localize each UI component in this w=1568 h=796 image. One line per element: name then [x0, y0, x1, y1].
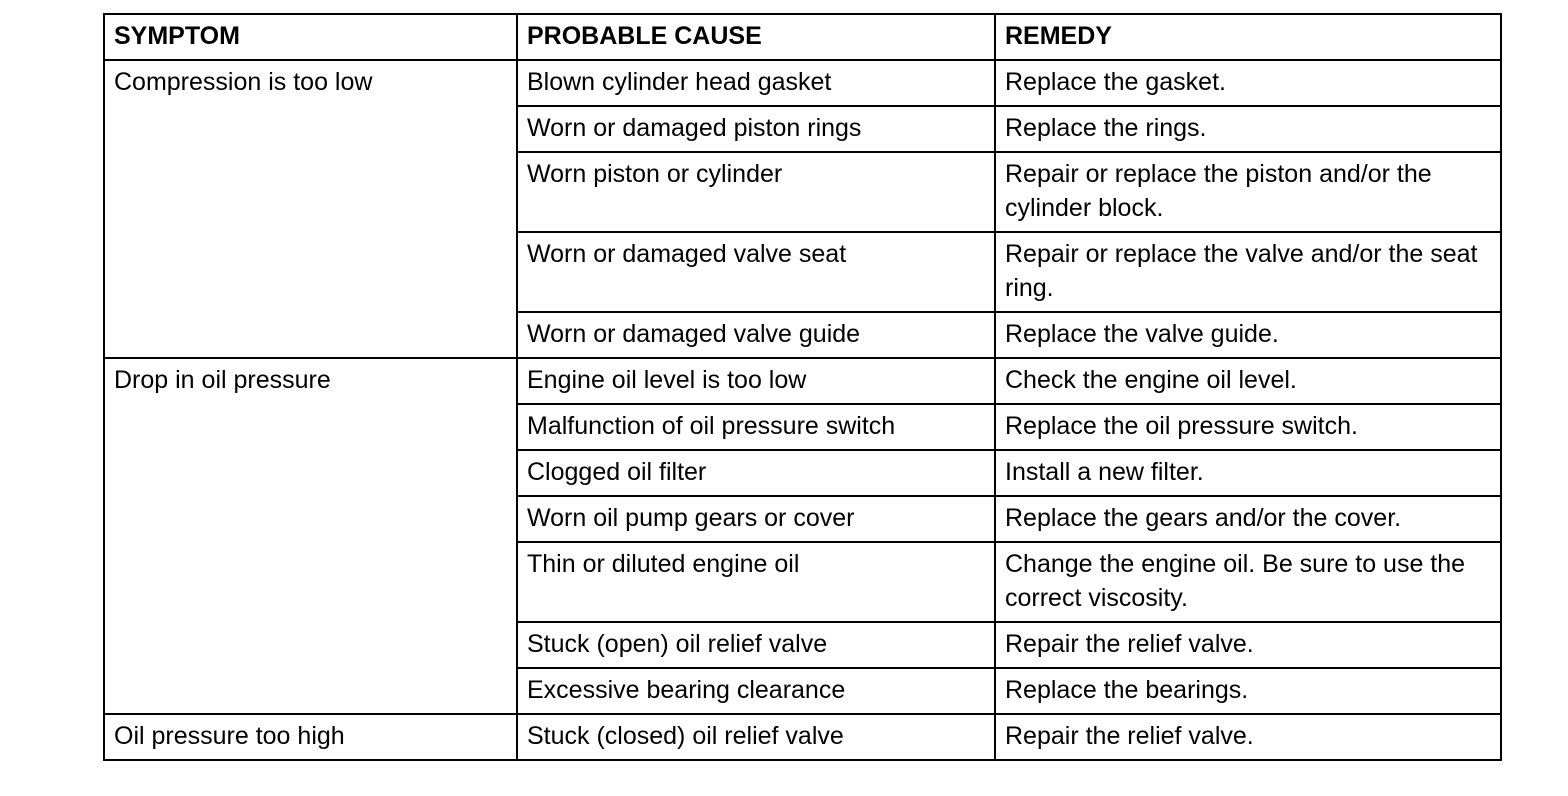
header-row: [104, 14, 1501, 60]
remedy-cell: Repair or replace the valve and/or the seat ring.: [995, 232, 1501, 312]
header-remedy: REMEDY: [995, 14, 1501, 60]
remedy-cell: Replace the oil pressure switch.: [995, 404, 1501, 450]
cause-cell: Blown cylinder head gasket: [517, 60, 995, 106]
table-header: [104, 14, 1501, 60]
remedy-cell: Change the engine oil. Be sure to use the correct viscosity.: [995, 542, 1501, 622]
table-body: [104, 60, 1501, 760]
remedy-cell: Check the engine oil level.: [995, 358, 1501, 404]
cause-cell: Worn piston or cylinder: [517, 152, 995, 232]
remedy-cell: Install a new filter.: [995, 450, 1501, 496]
cause-cell: Worn or damaged piston rings: [517, 106, 995, 152]
header-probable-cause: PROBABLE CAUSE: [517, 14, 995, 60]
symptom-cell: Oil pressure too high: [104, 714, 517, 760]
remedy-cell: Replace the bearings.: [995, 668, 1501, 714]
symptom-cell: Compression is too low: [104, 60, 517, 358]
remedy-cell: Replace the rings.: [995, 106, 1501, 152]
cause-cell: Malfunction of oil pressure switch: [517, 404, 995, 450]
symptom-cell: Drop in oil pressure: [104, 358, 517, 714]
cause-cell: Clogged oil filter: [517, 450, 995, 496]
remedy-cell: Replace the gears and/or the cover.: [995, 496, 1501, 542]
table-row: [104, 714, 1501, 760]
remedy-cell: Replace the gasket.: [995, 60, 1501, 106]
remedy-cell: Repair the relief valve.: [995, 714, 1501, 760]
remedy-cell: Repair the relief valve.: [995, 622, 1501, 668]
table-row: [104, 358, 1501, 404]
cause-cell: Worn or damaged valve seat: [517, 232, 995, 312]
cause-cell: Excessive bearing clearance: [517, 668, 995, 714]
table-row: [104, 60, 1501, 106]
cause-cell: Stuck (open) oil relief valve: [517, 622, 995, 668]
remedy-cell: Repair or replace the piston and/or the cylinder block.: [995, 152, 1501, 232]
cause-cell: Worn or damaged valve guide: [517, 312, 995, 358]
header-symptom: SYMPTOM: [104, 14, 517, 60]
cause-cell: Engine oil level is too low: [517, 358, 995, 404]
cause-cell: Worn oil pump gears or cover: [517, 496, 995, 542]
cause-cell: Stuck (closed) oil relief valve: [517, 714, 995, 760]
troubleshooting-table: [103, 13, 1502, 761]
remedy-cell: Replace the valve guide.: [995, 312, 1501, 358]
cause-cell: Thin or diluted engine oil: [517, 542, 995, 622]
